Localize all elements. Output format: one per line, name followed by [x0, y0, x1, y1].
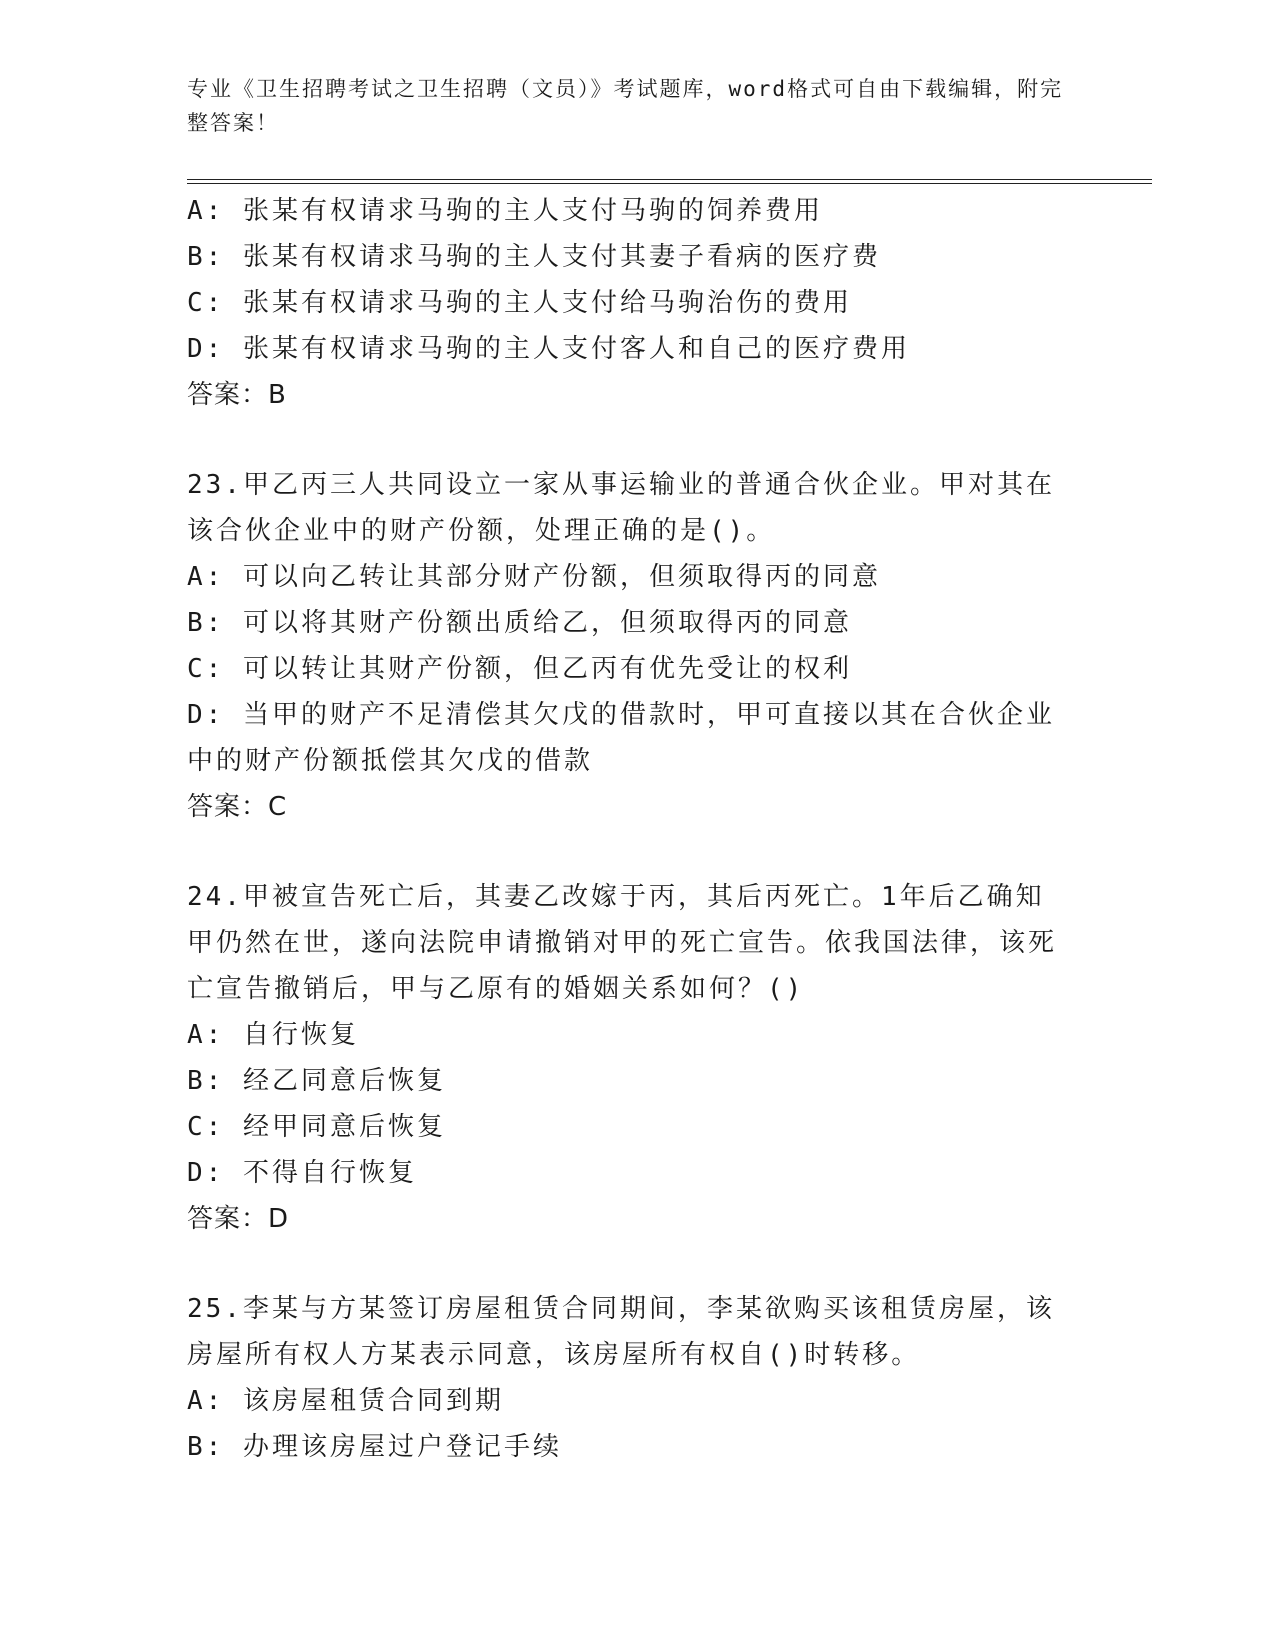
question-25: [187, 1286, 1087, 1470]
option-c: C: 可以转让其财产份额，但乙丙有优先受让的权利: [187, 654, 852, 684]
header-divider-top: [187, 179, 1152, 180]
question-24: [187, 874, 1087, 1242]
header-divider-bottom: [187, 183, 1152, 184]
option-d: D: 当甲的财产不足清偿其欠戊的借款时，甲可直接以其在合伙企业中的财产份额抵偿其欠戊的借款: [187, 700, 1055, 776]
spacer: [187, 830, 1087, 874]
question-22: [187, 188, 1087, 418]
question-stem: 25.李某与方某签订房屋租赁合同期间，李某欲购买该租赁房屋，该房屋所有权人方某表示同意，该房屋所有权自()时转移。: [187, 1294, 1055, 1370]
option-b: B: 可以将其财产份额出质给乙，但须取得丙的同意: [187, 608, 852, 638]
option-b: B: 经乙同意后恢复: [187, 1066, 446, 1096]
answer: 答案：C: [187, 792, 288, 822]
question-stem: 23.甲乙丙三人共同设立一家从事运输业的普通合伙企业。甲对其在该合伙企业中的财产份额，处理正确的是()。: [187, 470, 1055, 546]
spacer: [187, 1242, 1087, 1286]
option-b: B: 张某有权请求马驹的主人支付其妻子看病的医疗费: [187, 242, 881, 272]
answer: 答案：D: [187, 1204, 290, 1234]
option-a: A: 自行恢复: [187, 1020, 359, 1050]
spacer: [187, 418, 1087, 462]
option-d: D: 不得自行恢复: [187, 1158, 417, 1188]
option-a: A: 可以向乙转让其部分财产份额，但须取得丙的同意: [187, 562, 881, 592]
question-23: [187, 462, 1087, 830]
option-c: C: 张某有权请求马驹的主人支付给马驹治伤的费用: [187, 288, 852, 318]
option-c: C: 经甲同意后恢复: [187, 1112, 446, 1142]
option-a: A: 该房屋租赁合同到期: [187, 1386, 504, 1416]
option-d: D: 张某有权请求马驹的主人支付客人和自己的医疗费用: [187, 334, 910, 364]
question-stem: 24.甲被宣告死亡后，其妻乙改嫁于丙，其后丙死亡。1年后乙确知甲仍然在世，遂向法院申请撤销对甲的死亡宣告。依我国法律，该死亡宣告撤销后，甲与乙原有的婚姻关系如何？(): [187, 882, 1058, 1004]
question-list: [187, 188, 1087, 1470]
document-header: 专业《卫生招聘考试之卫生招聘（文员）》考试题库，word格式可自由下载编辑，附完整答案！: [187, 77, 1064, 135]
option-a: A: 张某有权请求马驹的主人支付马驹的饲养费用: [187, 196, 823, 226]
option-b: B: 办理该房屋过户登记手续: [187, 1432, 562, 1462]
answer: 答案：B: [187, 380, 287, 410]
